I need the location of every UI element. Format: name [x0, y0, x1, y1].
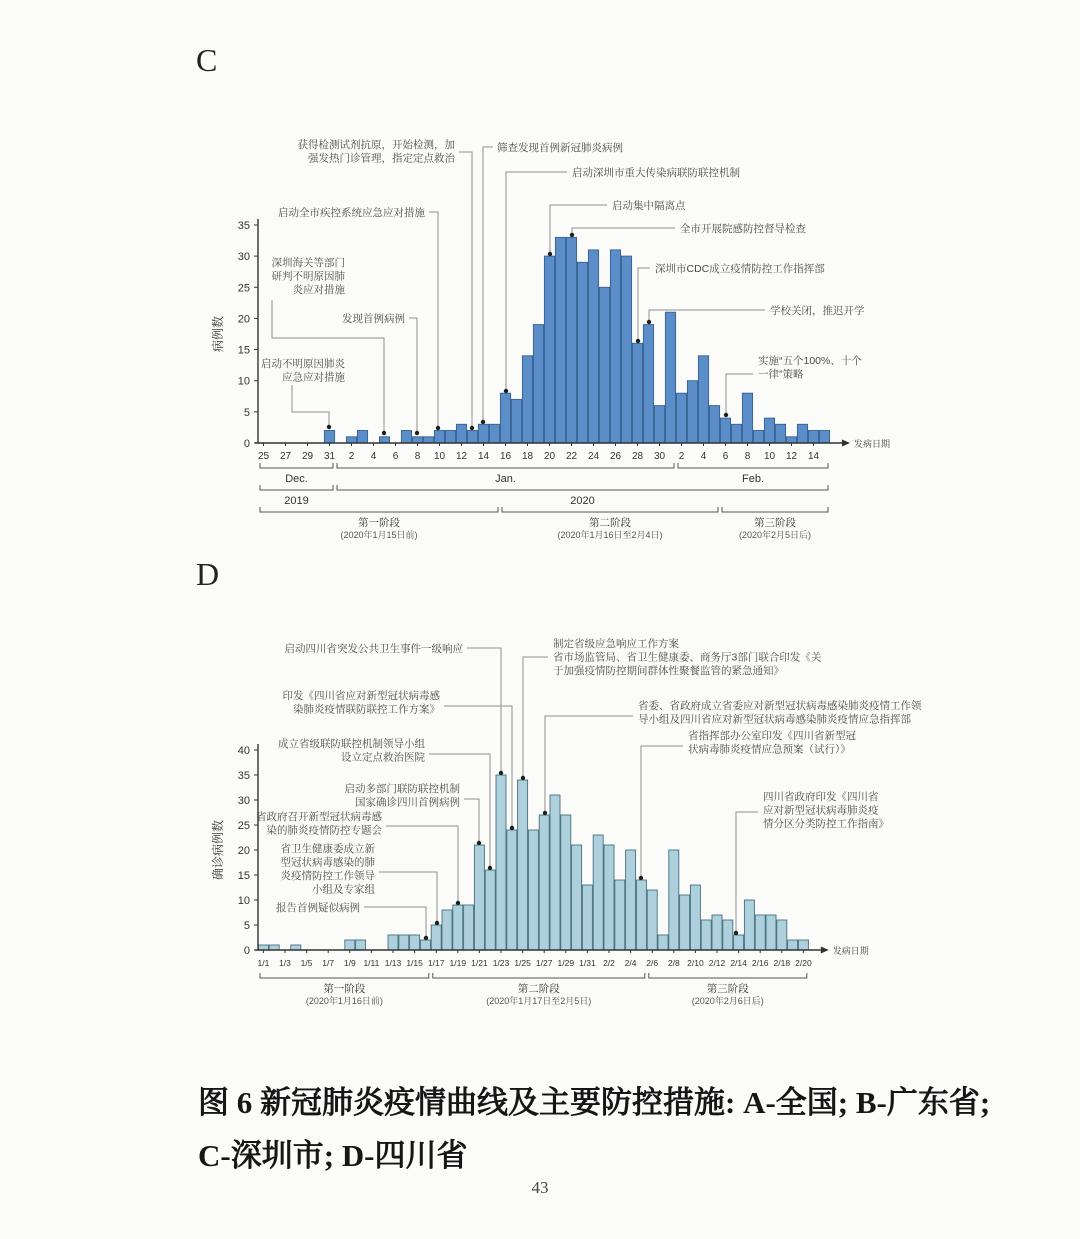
x-tick-label: 18	[521, 451, 534, 462]
x-tick-label: 1/9	[343, 958, 356, 968]
x-axis-title: 发病日期	[832, 946, 869, 956]
bar	[654, 406, 664, 443]
x-tick-label: 2/4	[624, 958, 637, 968]
stage-label: 第一阶段	[323, 983, 366, 995]
y-tick-label: 15	[237, 870, 250, 882]
stage-bracket	[502, 507, 718, 512]
x-tick-label: 2/20	[795, 958, 812, 968]
bar	[500, 393, 510, 443]
stage-bracket	[260, 973, 429, 978]
y-tick-label: 35	[237, 219, 250, 232]
annotation-dot	[504, 389, 508, 393]
bar	[676, 393, 686, 443]
bar	[698, 356, 708, 443]
bar	[599, 287, 609, 443]
panel-label-c: C	[196, 42, 218, 78]
bar	[269, 945, 279, 950]
epidemic-curve-chart-sichuan	[0, 560, 1080, 1070]
bar	[456, 424, 466, 443]
figure-caption-line1: 图 6 新冠肺炎疫情曲线及主要防控措施: A-全国; B-广东省;	[198, 1085, 991, 1120]
bar	[669, 850, 679, 950]
stage-label: 第二阶段	[517, 983, 560, 995]
bar	[777, 920, 787, 950]
x-axis-arrow	[821, 947, 829, 954]
annotation-dot	[488, 866, 492, 870]
annotation-dot	[639, 876, 643, 880]
bar	[687, 381, 697, 443]
annotation-text: 启动多部门联防联控机制国家确诊四川首例病例	[344, 783, 460, 809]
bar	[753, 431, 763, 444]
x-tick-label: 6	[722, 451, 729, 462]
stage-sublabel: (2020年1月17日至2月5日)	[486, 996, 592, 1006]
bar	[324, 431, 334, 444]
bar	[731, 424, 741, 443]
annotation-text: 实施“五个100%、十个一律”策略	[758, 355, 862, 381]
x-tick-label: 1/3	[279, 958, 291, 968]
x-tick-label: 28	[631, 451, 644, 462]
bar	[572, 845, 582, 950]
bar	[485, 870, 495, 950]
bar	[539, 815, 549, 950]
month-label: Feb.	[741, 473, 765, 485]
x-tick-label: 14	[807, 451, 820, 462]
bar	[588, 250, 598, 443]
figure-caption	[198, 1076, 991, 1182]
annotation-dot	[548, 252, 552, 256]
annotation-leader-line	[386, 826, 458, 903]
annotation-text: 深圳海关等部门研判不明原因肺炎应对措施	[271, 257, 345, 296]
bar	[626, 850, 636, 950]
x-axis-arrow	[842, 440, 850, 447]
x-tick-label: 1/23	[492, 958, 510, 968]
bar	[621, 256, 631, 443]
bar	[467, 431, 477, 444]
y-tick-label: 0	[243, 438, 250, 450]
bar	[420, 940, 430, 950]
annotation-text: 省指挥部办公室印发《四川省新型冠状病毒肺炎疫情应急预案（试行）》	[688, 730, 856, 756]
y-tick-label: 0	[243, 945, 250, 957]
y-tick-label: 5	[243, 920, 250, 932]
bar	[775, 424, 785, 443]
bar	[357, 431, 367, 444]
y-tick-label: 20	[237, 845, 250, 857]
stage-label: 第二阶段	[589, 517, 631, 529]
x-tick-label: 29	[301, 451, 314, 462]
annotation-text: 成立省级联防联控机制领导小组设立定点救治医院	[278, 738, 425, 764]
x-tick-label: 8	[414, 451, 421, 462]
annotation-dot	[436, 426, 440, 430]
y-tick-label: 20	[237, 313, 250, 326]
bar	[489, 424, 499, 443]
x-tick-label: 2/16	[751, 958, 769, 968]
x-tick-label: 30	[653, 451, 666, 462]
stage-sublabel: (2020年2月6日后)	[691, 996, 764, 1006]
bar	[507, 830, 517, 950]
stage-sublabel: (2020年1月15日前)	[340, 530, 418, 540]
x-tick-label: 1/1	[257, 958, 270, 968]
bar	[755, 915, 765, 950]
bar	[522, 356, 532, 443]
annotation-dot	[499, 771, 503, 775]
x-tick-label: 1/27	[535, 958, 553, 968]
panel-label-d: D	[196, 556, 220, 592]
stage-label: 第三阶段	[754, 517, 796, 529]
bar	[434, 431, 444, 444]
annotation-leader-line	[379, 872, 437, 923]
month-bracket	[260, 463, 333, 468]
stage-bracket	[649, 973, 807, 978]
x-tick-label: 22	[565, 451, 578, 462]
x-axis-title: 发病日期	[854, 439, 891, 449]
annotation-leader-line	[483, 147, 493, 422]
stage-bracket	[433, 973, 645, 978]
bar	[511, 399, 521, 443]
bar	[577, 262, 587, 443]
stage-sublabel: (2020年1月16日至2月4日)	[557, 530, 663, 540]
annotation-dot	[570, 233, 574, 237]
figure-caption-line2: C-深圳市; D-四川省	[198, 1138, 468, 1173]
x-tick-label: 10	[433, 451, 446, 462]
annotation-text: 启动深圳市重大传染病联防联控机制	[572, 167, 740, 179]
stage-bracket	[260, 507, 498, 512]
annotation-leader-line	[572, 228, 675, 235]
annotation-leader-line	[523, 657, 548, 778]
annotation-dot	[734, 931, 738, 935]
bar	[445, 431, 455, 444]
annotation-dot	[382, 431, 386, 435]
bar	[604, 845, 614, 950]
annotation-dot	[415, 431, 419, 435]
month-bracket	[678, 463, 828, 468]
x-tick-label: 16	[499, 451, 512, 462]
bar	[561, 815, 571, 950]
y-tick-label: 40	[237, 745, 250, 757]
x-tick-label: 1/17	[427, 958, 445, 968]
annotation-leader-line	[364, 907, 426, 938]
y-tick-label: 35	[237, 770, 250, 782]
bar	[690, 885, 700, 950]
bar	[647, 890, 657, 950]
bar	[720, 418, 730, 443]
month-bracket	[337, 463, 674, 468]
bar	[412, 437, 422, 443]
annotation-leader-line	[429, 212, 438, 428]
x-tick-label: 1/11	[363, 958, 380, 968]
y-tick-label: 25	[237, 282, 250, 295]
y-tick-label: 30	[237, 251, 250, 264]
x-tick-label: 2/18	[773, 958, 791, 968]
annotation-text: 全市开展院感防控督导检查	[680, 223, 806, 235]
bar	[379, 437, 389, 443]
annotation-text: 启动全市疾控系统应急应对措施	[278, 207, 425, 219]
annotation-text: 报告首例疑似病例	[276, 902, 360, 914]
x-tick-label: 1/31	[579, 958, 596, 968]
y-tick-label: 30	[237, 795, 250, 807]
x-tick-label: 2/2	[603, 958, 615, 968]
x-tick-label: 2/12	[708, 958, 726, 968]
stage-bracket	[722, 507, 828, 512]
annotation-text: 筛查发现首例新冠肺炎病例	[497, 142, 623, 154]
x-tick-label: 4	[700, 451, 707, 462]
x-tick-label: 10	[763, 451, 776, 462]
stage-sublabel: (2020年1月16日前)	[305, 996, 383, 1006]
bar	[819, 431, 829, 444]
x-tick-label: 1/19	[449, 958, 467, 968]
bar	[346, 437, 356, 443]
bar	[528, 830, 538, 950]
bar	[665, 312, 675, 443]
annotation-text: 制定省级应急响应工作方案省市场监管局、省卫生健康委、商务厅3部门联合印发《关于加强疫情防控期间群体性聚餐监管的紧急通知》	[553, 638, 822, 677]
bar	[431, 925, 441, 950]
epidemic-curve-chart-shenzhen	[0, 0, 1080, 560]
month-label: Dec.	[285, 473, 308, 485]
annotation-dot	[477, 841, 481, 845]
bar	[345, 940, 355, 950]
bar	[701, 920, 711, 950]
month-label: Jan.	[495, 473, 516, 485]
x-tick-label: 2/8	[667, 958, 680, 968]
bar	[518, 780, 528, 950]
annotation-text: 获得检测试剂抗原，开始检测，加强发热门诊管理，指定定点救治	[297, 139, 455, 165]
annotation-leader-line	[464, 799, 479, 843]
bar	[478, 424, 488, 443]
bar	[533, 325, 543, 443]
year-label: 2019	[284, 495, 309, 507]
year-bracket	[260, 485, 333, 490]
y-tick-label: 10	[237, 895, 250, 907]
year-bracket	[337, 485, 828, 490]
x-tick-label: 4	[370, 451, 377, 462]
y-tick-label: 15	[237, 344, 250, 357]
x-tick-label: 26	[609, 451, 622, 462]
stage-sublabel: (2020年2月5日后)	[738, 530, 812, 540]
bar	[712, 915, 722, 950]
annotation-text: 省卫生健康委成立新型冠状病毒感染的肺炎疫情防控工作领导小组及专家组	[280, 843, 375, 896]
annotation-dot	[543, 811, 547, 815]
bar	[764, 418, 774, 443]
annotation-dot	[470, 426, 474, 430]
annotation-text: 启动不明原因肺炎应急应对措施	[261, 358, 345, 384]
stage-label: 第一阶段	[358, 517, 400, 529]
annotation-leader-line	[459, 152, 472, 428]
stage-label: 第三阶段	[706, 983, 749, 995]
x-tick-label: 2/6	[646, 958, 659, 968]
annotation-dot	[636, 339, 640, 343]
bar	[356, 940, 366, 950]
annotation-leader-line	[292, 385, 329, 427]
x-tick-label: 2	[348, 451, 355, 462]
bar	[550, 795, 560, 950]
annotation-dot	[327, 425, 331, 429]
bar	[258, 945, 268, 950]
bar	[593, 835, 603, 950]
annotation-dot	[456, 901, 460, 905]
x-tick-label: 2/14	[730, 958, 747, 968]
bar	[555, 237, 565, 443]
annotation-text: 省政府召开新型冠状病毒感染的肺炎疫情防控专题会	[256, 811, 382, 837]
bar	[658, 935, 668, 950]
bar	[544, 256, 554, 443]
x-tick-label: 12	[455, 451, 468, 462]
x-tick-label: 25	[257, 451, 270, 462]
annotation-text: 印发《四川省应对新型冠状病毒感染肺炎疫情联防联控工作方案》	[282, 690, 440, 716]
bar	[798, 940, 808, 950]
bar	[399, 935, 409, 950]
bar	[632, 343, 642, 443]
x-tick-label: 31	[323, 451, 336, 462]
x-tick-label: 2	[678, 451, 685, 462]
bar	[709, 406, 719, 443]
bar	[474, 845, 484, 950]
x-tick-label: 1/15	[406, 958, 423, 968]
bar	[464, 905, 474, 950]
x-tick-label: 1/5	[300, 958, 313, 968]
bar	[291, 945, 301, 950]
x-tick-label: 14	[477, 451, 490, 462]
bar	[442, 910, 452, 950]
x-tick-label: 24	[587, 451, 600, 462]
bar	[610, 250, 620, 443]
bar	[636, 880, 646, 950]
x-tick-label: 20	[543, 451, 556, 462]
x-tick-label: 8	[744, 451, 751, 462]
x-tick-label: 1/13	[384, 958, 402, 968]
annotation-dot	[510, 826, 514, 830]
x-tick-label: 1/21	[471, 958, 488, 968]
bar	[797, 424, 807, 443]
x-tick-label: 6	[392, 451, 399, 462]
annotation-dot	[424, 936, 428, 940]
bar	[734, 935, 744, 950]
annotation-text: 四川省政府印发《四川省应对新型冠状病毒肺炎疫情分区分类防控工作指南》	[763, 791, 889, 830]
bar	[566, 237, 576, 443]
bar	[615, 880, 625, 950]
annotation-text: 学校关闭，推迟开学	[770, 305, 865, 317]
y-axis-title: 病例数	[211, 315, 225, 352]
bar	[742, 393, 752, 443]
annotation-text: 深圳市CDC成立疫情防控工作指挥部	[655, 263, 825, 275]
x-tick-label: 1/25	[514, 958, 531, 968]
x-tick-label: 1/29	[557, 958, 575, 968]
y-axis-title: 确诊病例数	[211, 819, 225, 881]
bar	[788, 940, 798, 950]
annotation-text: 发现首例病例	[342, 313, 405, 325]
annotation-dot	[435, 921, 439, 925]
page-number: 43	[531, 1178, 549, 1197]
x-tick-label: 27	[279, 451, 292, 462]
bar	[453, 905, 463, 950]
bar	[744, 900, 754, 950]
bar	[410, 935, 420, 950]
bar	[582, 885, 592, 950]
bar	[388, 935, 398, 950]
bar	[786, 437, 796, 443]
bar	[643, 325, 653, 443]
annotation-dot	[647, 320, 651, 324]
x-tick-label: 2/10	[687, 958, 704, 968]
x-tick-label: 1/7	[322, 958, 335, 968]
y-tick-label: 5	[243, 406, 250, 419]
y-tick-label: 25	[237, 820, 250, 832]
annotation-dot	[724, 413, 728, 417]
bar	[808, 431, 818, 444]
annotation-text: 省委、省政府成立省委应对新型冠状病毒感染肺炎疫情工作领导小组及四川省应对新型冠状病毒感染肺炎疫情应急指挥部	[638, 700, 922, 726]
annotation-dot	[521, 776, 525, 780]
annotation-leader-line	[409, 318, 417, 433]
year-label: 2020	[570, 495, 595, 507]
annotation-text: 启动四川省突发公共卫生事件一级响应	[284, 643, 463, 655]
bar	[766, 915, 776, 950]
annotation-text: 启动集中隔离点	[612, 200, 686, 212]
bar	[680, 895, 690, 950]
annotation-dot	[481, 420, 485, 424]
bar	[496, 775, 506, 950]
y-tick-label: 10	[237, 375, 250, 388]
x-tick-label: 12	[785, 451, 798, 462]
bar	[423, 437, 433, 443]
bar	[723, 920, 733, 950]
bar	[401, 431, 411, 444]
